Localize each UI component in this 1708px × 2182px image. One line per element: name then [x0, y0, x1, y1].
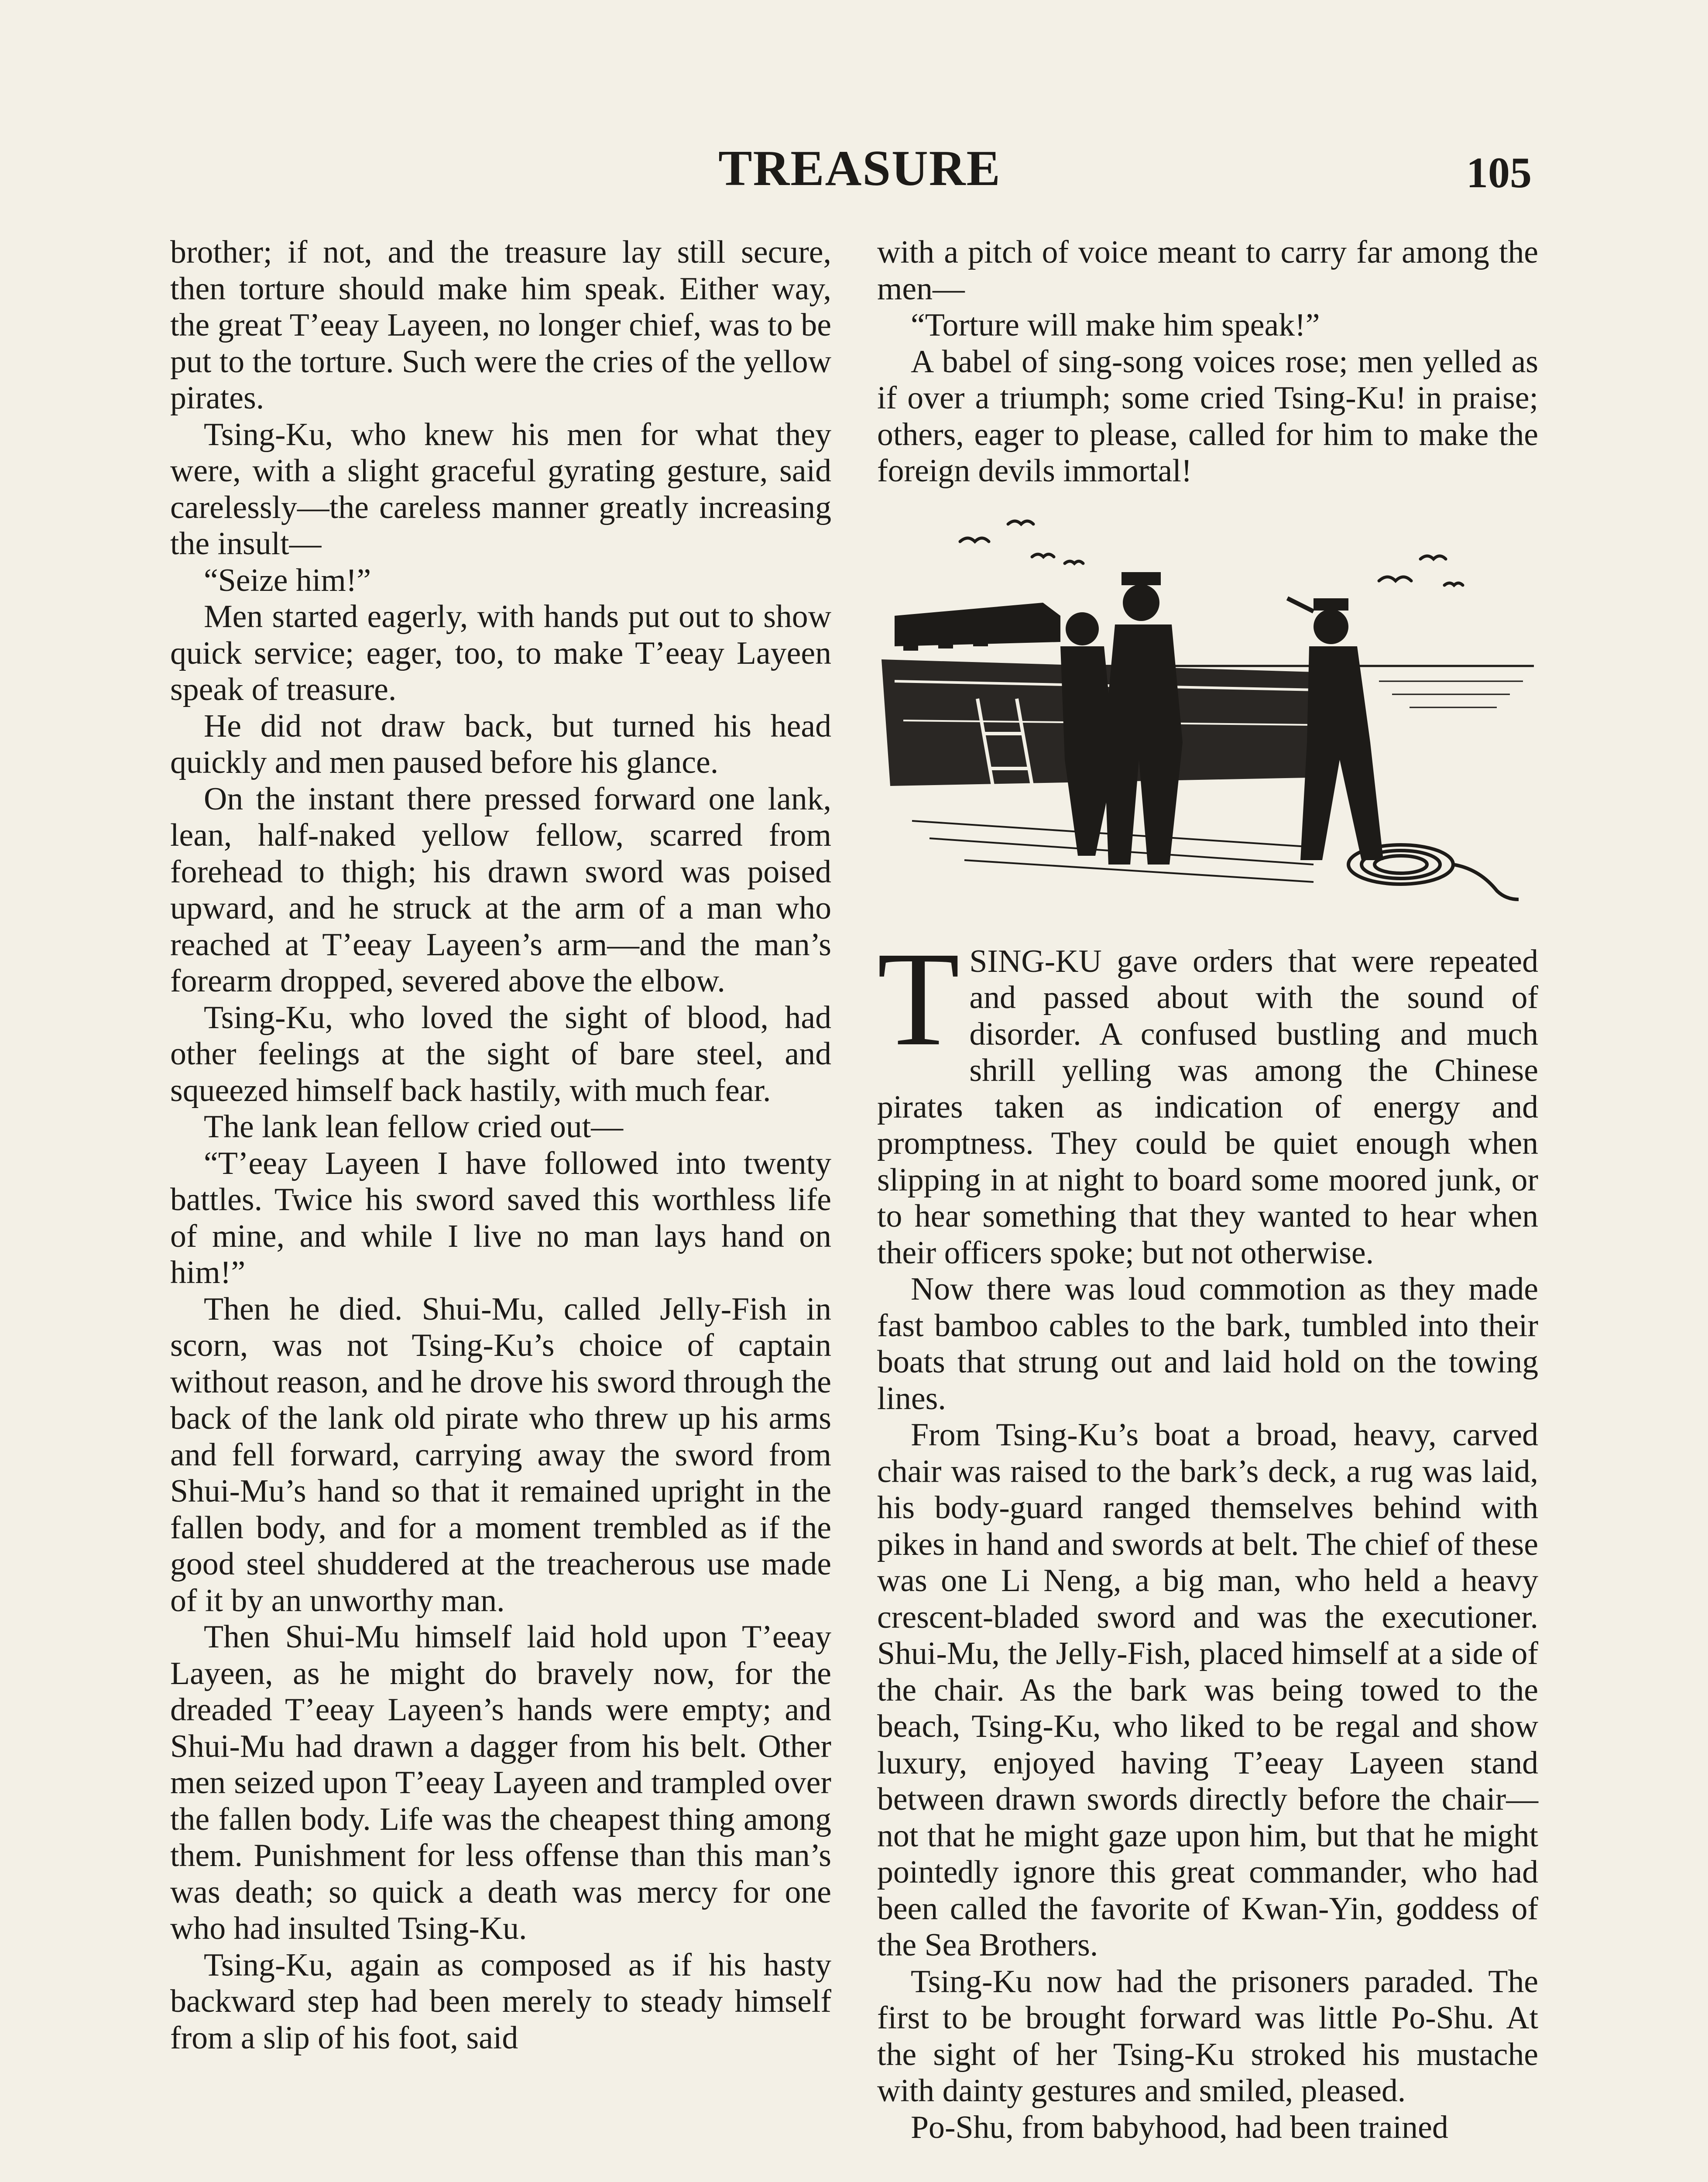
paragraph: Po-Shu, from babyhood, had been trained: [911, 2109, 1448, 2145]
paragraph: Tsing-Ku, who knew his men for what they were, with a slight graceful gyrating gesture, said carelessly—the careless manner greatly increasing the insult—: [170, 416, 831, 561]
paragraph: brother; if not, and the treasure lay still secure, then torture should make him speak. Either way, the great T’eeay Layeen, no longer chief, was to be put to the torture. Such were the cries of the yellow pirates.: [170, 234, 831, 415]
paragraph: “Torture will make him speak!”: [911, 307, 1320, 343]
paragraph: Now there was loud commotion as they made fast bamboo cables to the bark, tumbled into their boats that strung out and laid hold on the towing lines.: [877, 1271, 1538, 1416]
paragraph: On the instant there pressed forward one lank, lean, half-naked yellow fellow, scarred from forehead to thigh; his drawn sword was poised upward, and he struck at the arm of a man who reached at T’eeay Layeen’s arm—and the man’s forearm dropped, severed above the elbow.: [170, 780, 831, 998]
right-column: [877, 234, 1538, 2145]
paragraph: He did not draw back, but turned his head quickly and men paused before his glance.: [170, 707, 831, 780]
paragraph: From Tsing-Ku’s boat a broad, heavy, carved chair was raised to the bark’s deck, a rug was laid, his body-guard ranged themselves behind with pikes in hand and swords at belt. The chief of these was one Li Neng, a big man, who held a heavy crescent-bladed sword and was the executioner. Shui-Mu, the Jelly-Fish, placed himself at a side of the chair. As the bark was being towed to the beach, Tsing-Ku, who liked to be regal and show luxury, enjoyed having T’eeay Layeen stand between drawn swords directly before the chair—not that he might gaze upon him, but that he might pointedly ignore this great commander, who had been called the favorite of Kwan-Yin, goddess of the Sea Brothers.: [877, 1417, 1538, 1962]
paragraph: Tsing-Ku now had the prisoners paraded. The first to be brought forward was little Po-Shu. At the sight of her Tsing-Ku stroked his mustache with dainty gestures and smiled, pleased.: [877, 1963, 1538, 2108]
left-column: [170, 234, 831, 2056]
paragraph: Then Shui-Mu himself laid hold upon T’eeay Layeen, as he might do bravely now, for the dreaded T’eeay Layeen’s hands were empty; and Shui-Mu had drawn a dagger from his belt. Other men seized upon T’eeay Layeen and trampled over the fallen body. Life was the cheapest thing among them. Punishment for less offense than this man’s was death; so quick a death was mercy for one who had insulted Tsing-Ku.: [170, 1619, 831, 1946]
paragraph: “Seize him!”: [204, 562, 371, 598]
paragraph: “T’eeay Layeen I have followed into twenty battles. Twice his sword saved this worthless life of mine, and while I live no man lays hand on him!”: [170, 1145, 831, 1290]
ship-deck-illustration-icon: [877, 515, 1538, 908]
drop-cap: T: [877, 924, 960, 1074]
paragraph: Men started eagerly, with hands put out to show quick service; eager, too, to make T’eeay Layeen speak of treasure.: [170, 598, 831, 707]
paragraph: Then he died. Shui-Mu, called Jelly-Fish in scorn, was not Tsing-Ku’s choice of captain without reason, and he drove his sword through the back of the lank old pirate who threw up his arms and fell forward, carrying away the sword from Shui-Mu’s hand so that it remained upright in the fallen body, and for a moment trembled as if the good steel shuddered at the treacherous use made of it by an unworthy man.: [170, 1290, 831, 1618]
section-opening-paragraph: [877, 924, 1538, 1271]
paragraph: Tsing-Ku, again as composed as if his hasty backward step had been merely to steady himself from a slip of his foot, said: [170, 1946, 831, 2055]
running-title: TREASURE: [718, 141, 1001, 196]
page-header: [0, 140, 1708, 205]
paragraph: The lank lean fellow cried out—: [204, 1108, 624, 1144]
paragraph: A babel of sing-song voices rose; men yelled as if over a triumph; some cried Tsing-Ku! in praise; others, eager to please, called for him to make the foreign devils immortal!: [877, 343, 1538, 488]
paragraph: with a pitch of voice meant to carry far among the men—: [877, 234, 1538, 306]
paragraph-text: SING-KU gave orders that were repeated and passed about with the sound of disorder. A confused bustling and much shrill yelling was among the Chinese pirates taken as indication of energy and promptness. They could be quiet enough when slipping in at night to board some moored junk, or to hear something that they wanted to hear when their officers spoke; but not otherwise.: [877, 943, 1538, 1270]
paragraph: Tsing-Ku, who loved the sight of blood, had other feelings at the sight of bare steel, and squeezed himself back hastily, with much fear.: [170, 999, 831, 1108]
page-number: 105: [1466, 148, 1532, 197]
